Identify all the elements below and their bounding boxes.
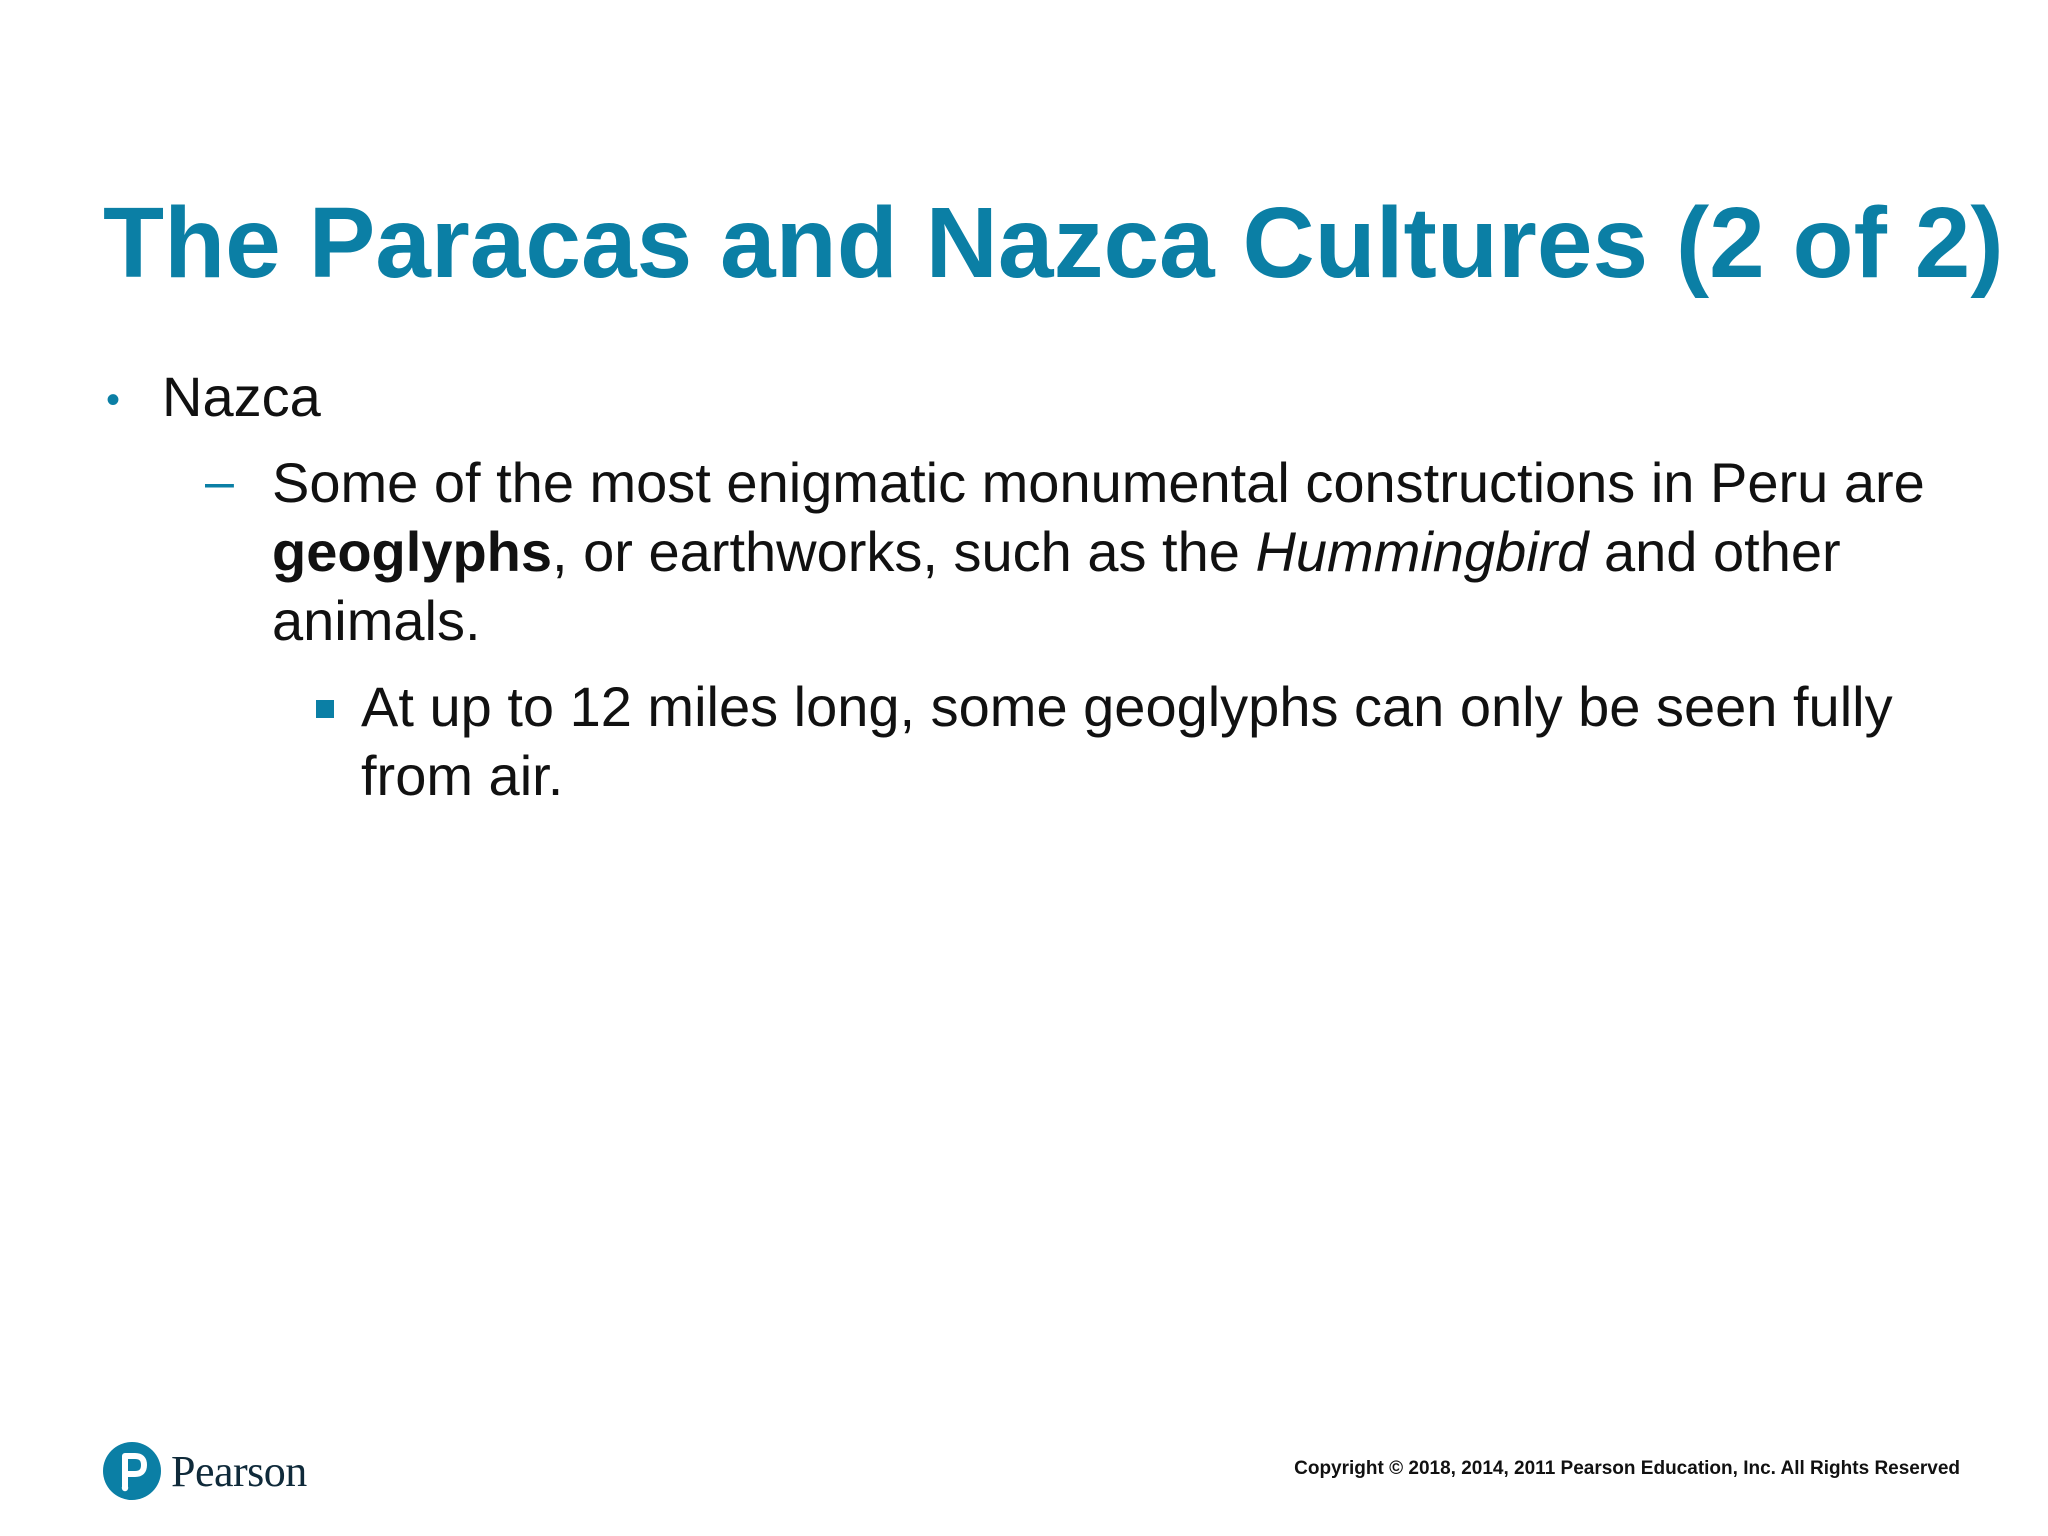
bullet-level1-text: Nazca — [162, 365, 321, 428]
bullet-square-icon — [316, 700, 334, 718]
pearson-p-icon — [103, 1442, 161, 1500]
bullet-level3-text: At up to 12 miles long, some geoglyphs can only be seen fully from air. — [361, 675, 1893, 807]
bold-term-geoglyphs: geoglyphs — [272, 520, 553, 583]
slide-title: The Paracas and Nazca Cultures (2 of 2) — [103, 187, 2004, 299]
bullet-level2-text-part3: and other animals. — [272, 520, 1841, 652]
bullet-level2-text-part1: Some of the most enigmatic monumental constructions in Peru are — [272, 451, 1925, 514]
italic-term-hummingbird: Hummingbird — [1255, 520, 1589, 583]
pearson-wordmark: Pearson — [171, 1446, 307, 1496]
bullet-level3 — [312, 672, 1992, 810]
bullet-level2-text — [272, 448, 1995, 655]
copyright-notice: Copyright © 2018, 2014, 2011 Pearson Education, Inc. All Rights Reserved — [1294, 1458, 1960, 1479]
bullet-dash-icon: – — [205, 453, 234, 511]
bullet-level2 — [205, 448, 1995, 655]
bullet-level1 — [106, 362, 1906, 431]
pearson-logo — [103, 1436, 307, 1506]
bullet-level2-text-part2: , or earthworks, such as the — [552, 520, 1256, 583]
bullet-dot-icon: • — [106, 378, 121, 422]
